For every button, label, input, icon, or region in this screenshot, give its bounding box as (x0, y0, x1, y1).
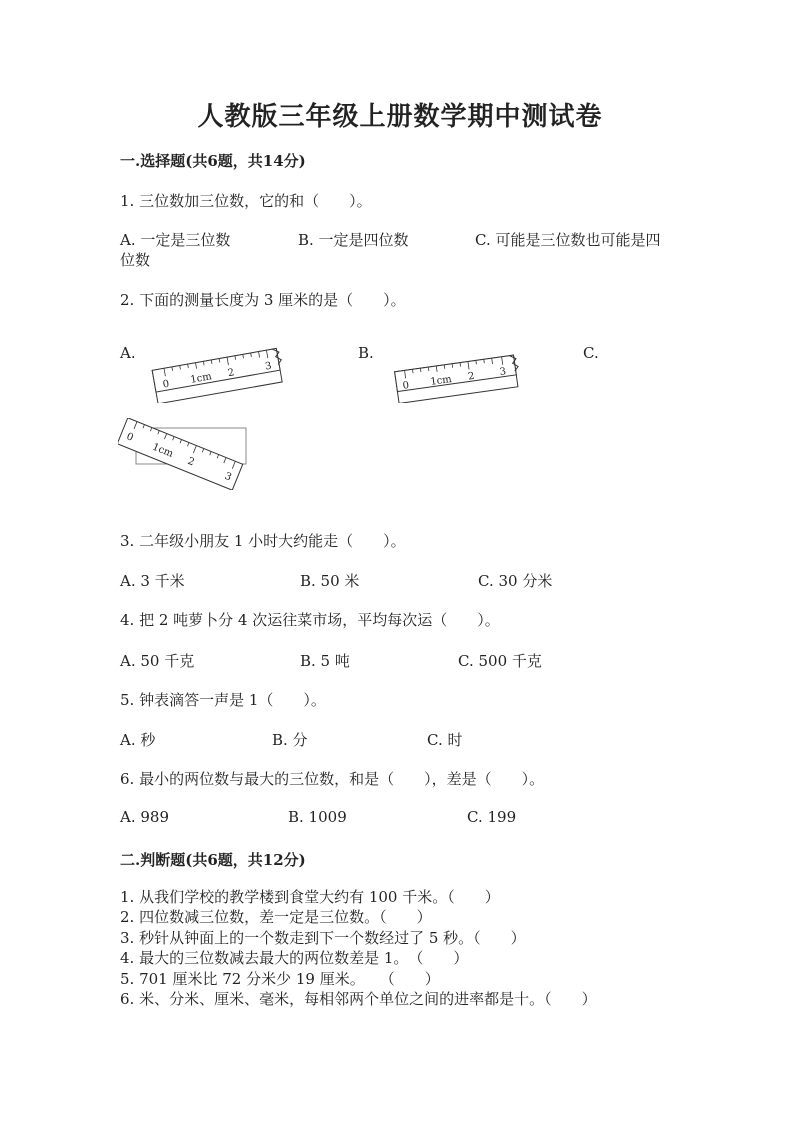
q2-option-a[interactable]: A. (120, 344, 136, 362)
judgement-item-4: 4. 最大的三位数减去最大的两位数差是 1。 （ ） (120, 949, 469, 967)
q5-option-b[interactable]: B. 分 (272, 731, 308, 749)
q2-option-c[interactable]: C. (583, 344, 599, 362)
ruler-b-label-0: 0 (401, 379, 410, 392)
q4-option-a[interactable]: A. 50 千克 (120, 652, 195, 670)
ruler-c-label-0: 0 (124, 431, 135, 444)
section-heading-choice: 一.选择题(共6题，共14分) (120, 152, 306, 170)
q3-option-a[interactable]: A. 3 千米 (120, 572, 185, 590)
question-5: 5. 钟表滴答一声是 1（ ）。 (120, 691, 326, 709)
question-3: 3. 二年级小朋友 1 小时大约能走（ ）。 (120, 532, 406, 550)
judgement-item-2: 2. 四位数减三位数，差一定是三位数。（ ） (120, 908, 432, 926)
question-6: 6. 最小的两位数与最大的三位数，和是（ ），差是（ ）。 (120, 770, 545, 788)
judgement-item-6: 6. 米、分米、厘米、毫米，每相邻两个单位之间的进率都是十。（ ） (120, 990, 597, 1008)
q1-option-c-wrap: 位数 (120, 251, 151, 269)
ruler-a-label-0: 0 (161, 378, 171, 391)
ruler-image-a (148, 345, 288, 403)
ruler-image-c (118, 418, 253, 490)
page-title: 人教版三年级上册数学期中测试卷 (197, 102, 603, 132)
ruler-b-label-3: 3 (499, 366, 507, 379)
ruler-c-label-1cm: 1cm (150, 441, 175, 460)
judgement-item-5: 5. 701 厘米比 72 分米少 19 厘米。 （ ） (120, 970, 440, 988)
ruler-b-label-2: 2 (467, 370, 476, 383)
q1-option-a[interactable]: A. 一定是三位数 (120, 231, 231, 249)
ruler-c-label-2: 2 (185, 455, 196, 469)
q5-option-c[interactable]: C. 时 (427, 731, 463, 749)
q4-option-c[interactable]: C. 500 千克 (458, 652, 542, 670)
q1-option-b[interactable]: B. 一定是四位数 (298, 231, 409, 249)
ruler-b-label-1cm: 1cm (429, 373, 453, 388)
q5-option-a[interactable]: A. 秒 (120, 731, 156, 749)
question-1: 1. 三位数加三位数，它的和（ ）。 (120, 192, 372, 210)
ruler-image-b (390, 347, 525, 403)
q6-option-c[interactable]: C. 199 (467, 808, 517, 826)
question-4: 4. 把 2 吨萝卜分 4 次运往菜市场，平均每次运（ ）。 (120, 611, 500, 629)
question-2: 2. 下面的测量长度为 3 厘米的是（ ）。 (120, 291, 406, 309)
judgement-item-1: 1. 从我们学校的教学楼到食堂大约有 100 千米。（ ） (120, 888, 500, 906)
ruler-c-label-3: 3 (222, 470, 234, 484)
section-heading-judgement: 二.判断题(共6题，共12分) (120, 851, 306, 869)
ruler-a-label-1cm: 1cm (189, 371, 213, 386)
q6-option-a[interactable]: A. 989 (120, 808, 169, 826)
judgement-item-3: 3. 秒针从钟面上的一个数走到下一个数经过了 5 秒。（ ） (120, 929, 526, 947)
q6-option-b[interactable]: B. 1009 (288, 808, 347, 826)
ruler-a-label-2: 2 (226, 367, 236, 380)
q3-option-c[interactable]: C. 30 分米 (478, 572, 553, 590)
q2-option-b[interactable]: B. (358, 344, 374, 362)
q4-option-b[interactable]: B. 5 吨 (300, 652, 350, 670)
q1-option-c[interactable]: C. 可能是三位数也可能是四 (475, 231, 661, 249)
ruler-a-label-3: 3 (264, 360, 273, 373)
q3-option-b[interactable]: B. 50 米 (300, 572, 360, 590)
